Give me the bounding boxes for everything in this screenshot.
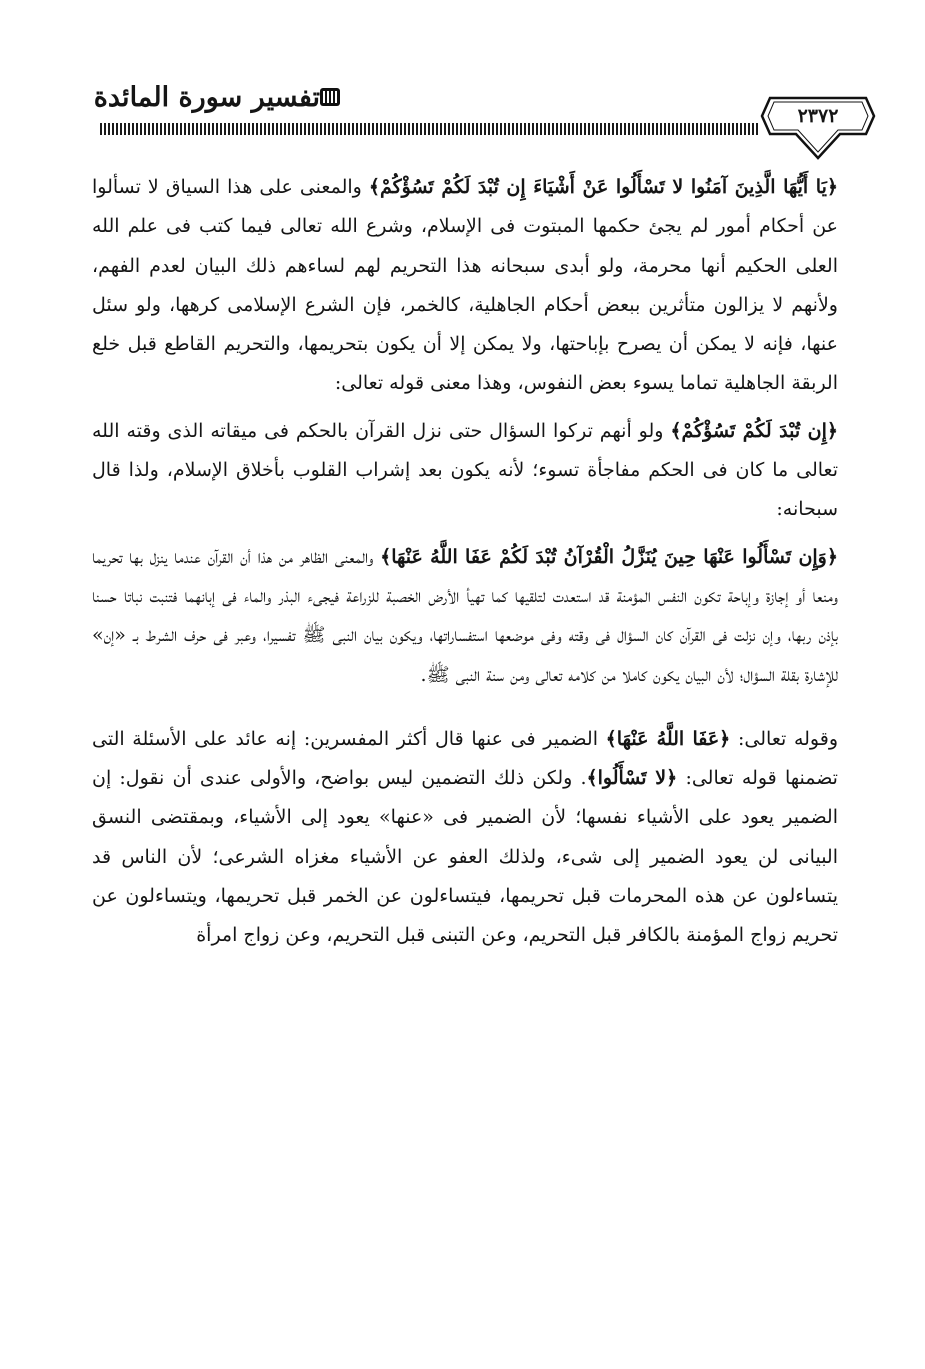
- paragraph-text: ولو أنهم تركوا السؤال حتى نزل القرآن بالحكم فى ميقاته الذى وقته الله تعالى ما كان فى الحكم مفاجأة تسوء؛ لأنه يكون بعد إشراب القلوب بأخلاق الإسلام، ولذا قال سبحانه:: [92, 419, 838, 521]
- paragraph-text: والمعنى على هذا السياق لا تسألوا عن أحكام أمور لم يجئ حكمها المبتوت فى الإسلام، وشرع الله تعالى فيما كتب فى علم الله العلى الحكيم أنها محرمة، ولو أبدى سبحانه هذا التحريم لهم لساءهم ذلك البيان لعدم الفهم، ولأنهم لا يزالون متأثرين ببعض أحكام الجاهلية، كالخمر، فإن الشرع الإسلامى كرهها، ولو سئل عنها، فإنه لا يمكن أن يصرح بإباحتها، ولا يمكن إلا أن يكون بتحريمها، والتحريم القاطع قبل خلع الربقة الجاهلية تماما يسوء بعض النفوس، وهذا معنى قوله تعالى:: [92, 176, 838, 395]
- quran-quote: ﴿عَفَا اللَّهُ عَنْهَا﴾: [605, 727, 731, 750]
- paragraph: [92, 538, 838, 695]
- paragraph-lead: وقوله تعالى:: [730, 727, 838, 750]
- quran-quote: ﴿يَا أَيُّهَا الَّذِينَ آمَنُوا لا تَسْأَلُوا عَنْ أَشْيَاءَ إِن تُبْدَ لَكُمْ تَسُؤْكُمْ﴾: [368, 176, 838, 198]
- running-header-title: تفسير سورة المائدة: [93, 82, 320, 113]
- quran-quote: ﴿إِن تُبْدَ لَكُمْ تَسُؤْكُمْ﴾: [670, 419, 838, 442]
- paragraph-text: والمعنى الظاهر من هذا أن القرآن عندما ينزل بها تحريما ومنعا أو إجازة وإباحة تكون النفس المؤمنة قد استعدت لتلقيها كما تهيأ الأرض الخصبة للزراعة فيجىء البذر والماء فى إبانهما فتنبت نباتا حسنا بإذن ربها، وإن نزلت فى القرآن كان السؤال فى وقته وفى موضعها استفساراتها، ويكون بيان النبى ﷺ تفسيرا، وعبر فى حرف الشرط بـ «إن» للإشارة بقلة السؤال؛ لأن البيان يكون كاملا من كلامه تعالى ومن سنة النبى ﷺ.: [92, 545, 838, 686]
- quran-quote: ﴿لا تَسْأَلُوا﴾: [586, 767, 678, 790]
- paragraph: [92, 720, 838, 956]
- header-rule: [100, 123, 758, 135]
- page-body: [92, 168, 838, 956]
- page-number: ٢٣٧٢: [797, 105, 839, 127]
- quran-quote: ﴿وَإِن تَسْأَلُوا عَنْهَا حِينَ يُنَزَّلُ الْقُرْآنُ تُبْدَ لَكُمْ عَفَا اللَّهُ عَنْهَا﴾: [380, 545, 838, 568]
- paragraph: [92, 412, 838, 530]
- paragraph-text: الضمير فى عنها قال أكثر المفسرين: إنه عائد على الأسئلة التى تضمنها قوله تعالى:: [92, 727, 838, 790]
- page-number-badge: [758, 92, 878, 162]
- paragraph-text: . ولكن ذلك التضمين ليس بواضح، والأولى عندى أن نقول: إن الضمير يعود على الأشياء نفسها؛ لأن الضمير فى «عنها» يعود إلى الأشياء، وبمقتضى النسق البيانى لن يعود الضمير إلى شىء، ولذلك العفو عن الأشياء مغزاه الشرعى؛ لأن الناس قد يتساءلون عن هذه المحرمات قبل تحريمها، فيتساءلون عن الخمر قبل تحريمها، ويتساءلون عن تحريم زواج المؤمنة بالكافر قبل التحريم، وعن التبنى قبل التحريم، وعن زواج امرأة: [92, 767, 838, 947]
- ornament-icon: [318, 85, 342, 109]
- paragraph: [92, 168, 838, 404]
